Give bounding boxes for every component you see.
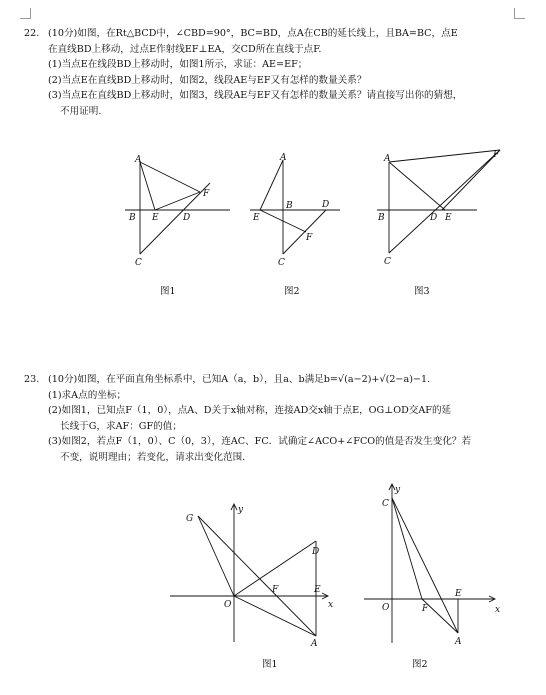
figure-caption: 图2 bbox=[412, 659, 428, 670]
point-label: A bbox=[280, 153, 287, 163]
question-text-line: (1)求A点的坐标； bbox=[48, 389, 127, 401]
point-label: B bbox=[286, 201, 293, 211]
figure-caption: 图2 bbox=[284, 286, 300, 297]
point-label: O bbox=[382, 603, 390, 613]
point-label: D bbox=[430, 213, 438, 223]
line-cd bbox=[283, 210, 326, 254]
line-ag bbox=[198, 516, 316, 636]
segment-ef bbox=[155, 192, 200, 210]
question-22 bbox=[24, 26, 524, 119]
segment-fc bbox=[392, 498, 422, 599]
point-label: A bbox=[455, 637, 462, 647]
figure-caption: 图1 bbox=[262, 659, 278, 670]
point-label: A bbox=[135, 155, 142, 165]
segment-ae bbox=[140, 162, 155, 210]
axis-label: x bbox=[328, 600, 334, 610]
point-label: E bbox=[455, 589, 462, 599]
point-label: E bbox=[152, 213, 159, 223]
line-cf bbox=[140, 183, 210, 254]
question-text-line: (2)当点E在直线BD上移动时，如图2，线段AE与EF又有怎样的数量关系？ bbox=[48, 74, 367, 86]
point-label: C bbox=[382, 499, 389, 509]
question-number: 23. bbox=[24, 374, 40, 385]
figure-caption: 图1 bbox=[160, 286, 176, 297]
segment-af bbox=[389, 150, 500, 162]
point-label: E bbox=[314, 585, 321, 595]
point-label: D bbox=[312, 547, 320, 557]
point-label: C bbox=[278, 258, 285, 268]
question-text-line: (10分)如图，在Rt△BCD中，∠CBD=90°，BC=BD，点A在CB的延长线上，且BA=BC，点E bbox=[48, 28, 458, 39]
q23-figure-1 bbox=[168, 496, 348, 648]
question-text-line: 长线于G，求AF：GF的值； bbox=[60, 420, 182, 432]
point-label: F bbox=[272, 585, 279, 595]
point-label: D bbox=[322, 200, 330, 210]
q22-figure-2 bbox=[248, 152, 346, 270]
segment-ef bbox=[442, 150, 500, 210]
question-text-line: 不用证明. bbox=[60, 105, 102, 117]
point-label: F bbox=[306, 233, 313, 243]
margin-corner-mark bbox=[20, 8, 31, 19]
question-text-line: 不变，说明理由；若变化，请求出变化范围. bbox=[60, 451, 246, 463]
question-text-line: (1)当点E在线段BD上移动时，如图1所示，求证：AE=EF； bbox=[48, 59, 308, 70]
point-label: C bbox=[384, 257, 391, 267]
point-label: F bbox=[422, 604, 429, 614]
figure-caption: 图3 bbox=[414, 286, 430, 297]
question-text-line: (3)如图2，若点F（1，0）、C（0，3），连AC、FC．试确定∠ACO+∠FCO的值是否发生变化？若 bbox=[48, 436, 472, 447]
point-label: A bbox=[384, 154, 391, 164]
question-text-line: (2)如图1，已知点F（1，0），点A、D关于x轴对称，连接AD交x轴于点E，OG⊥OD交AF的延 bbox=[48, 405, 452, 416]
question-text-line: 在直线BD上移动，过点E作射线EF⊥EA，交CD所在直线于点F. bbox=[48, 43, 322, 55]
q22-figure-3 bbox=[375, 143, 510, 270]
question-number: 22. bbox=[24, 28, 40, 39]
question-text-line: (10分)如图，在平面直角坐标系中，已知A（a，b），且a、b满足b=√(a−2)+√(2−a)−1. bbox=[48, 374, 431, 385]
margin-corner-mark bbox=[514, 8, 525, 19]
question-text-line: (3)当点E在直线BD上移动时，如图3，线段AE与EF又有怎样的数量关系？请直接写出你的猜想， bbox=[48, 90, 463, 101]
line-cf bbox=[389, 150, 500, 253]
point-label: B bbox=[378, 213, 385, 223]
segment-ad bbox=[389, 162, 445, 210]
point-label: E bbox=[445, 213, 452, 223]
point-label: D bbox=[183, 213, 191, 223]
point-label: F bbox=[203, 189, 210, 199]
segment-og bbox=[198, 516, 234, 596]
question-23 bbox=[24, 372, 524, 465]
axis-label: x bbox=[495, 605, 501, 615]
q22-figure-1 bbox=[125, 152, 235, 270]
point-label: B bbox=[129, 213, 136, 223]
point-label: C bbox=[135, 258, 142, 268]
point-label: A bbox=[311, 639, 318, 648]
segment-af bbox=[140, 162, 200, 192]
segment-ae bbox=[260, 160, 283, 210]
point-label: O bbox=[224, 600, 232, 610]
segment-oa bbox=[234, 596, 316, 636]
axis-label: y bbox=[395, 485, 401, 495]
point-label: E bbox=[253, 213, 260, 223]
axis-label: y bbox=[238, 505, 244, 515]
q23-figure-2 bbox=[362, 478, 512, 648]
point-label: G bbox=[186, 514, 194, 524]
point-label: F bbox=[493, 150, 500, 160]
